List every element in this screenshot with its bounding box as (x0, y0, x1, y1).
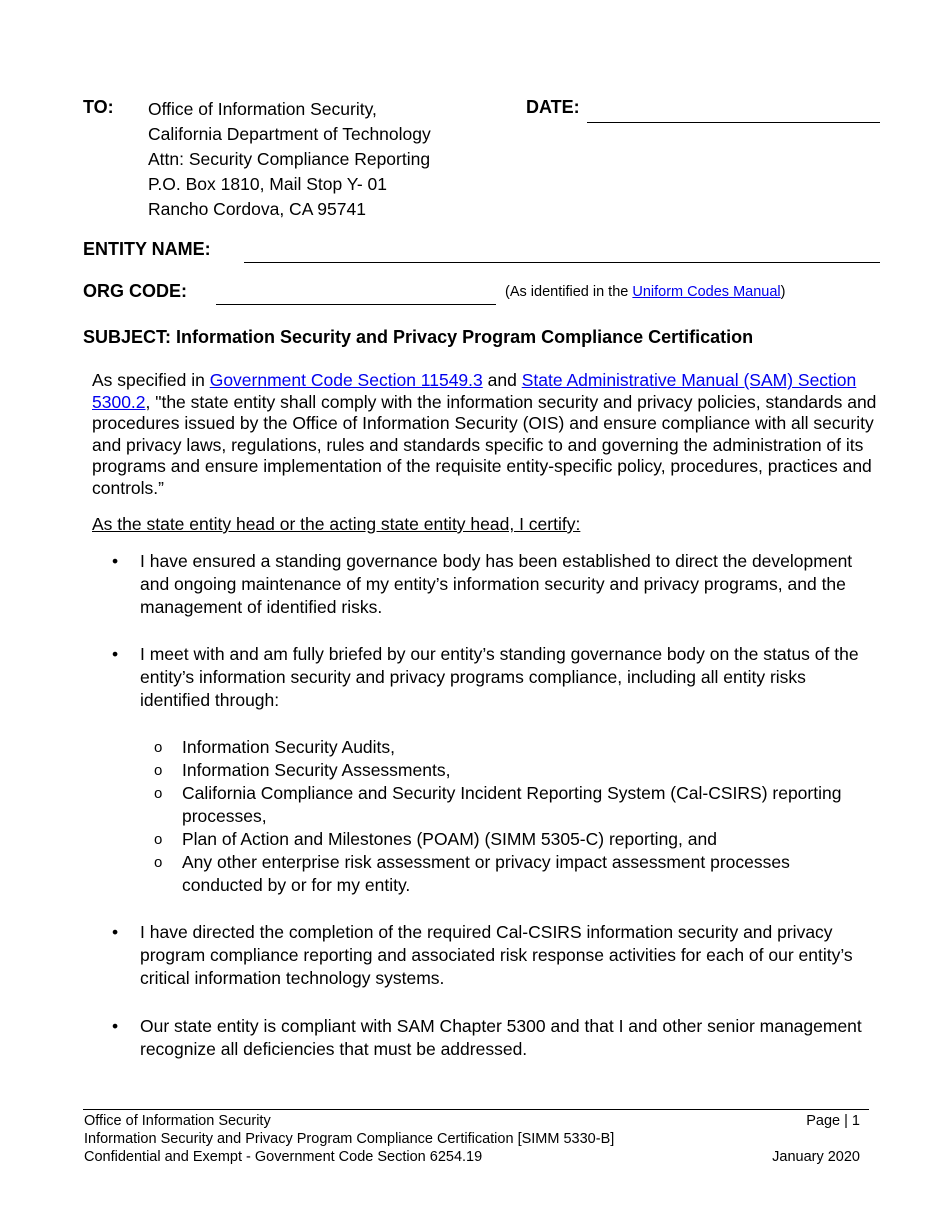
to-address-line: California Department of Technology (148, 124, 431, 144)
circle-bullet-icon: o (154, 785, 163, 802)
subject-line: SUBJECT: Information Security and Privacy Program Compliance Certification (83, 327, 754, 347)
bullet-text: I meet with and am fully briefed by our entity’s standing governance body on the status of the entity’s information security and privacy programs compliance, including all entity risks identified through: (140, 644, 859, 710)
date-field[interactable] (587, 122, 880, 123)
bullet-icon: • (112, 1016, 119, 1036)
page-footer (84, 1112, 860, 1166)
circle-bullet-icon: o (154, 739, 163, 756)
org-code-note (505, 284, 786, 300)
circle-bullet-icon: o (154, 762, 163, 779)
entity-name-label: ENTITY NAME: (83, 239, 211, 259)
uniform-codes-manual-link[interactable]: Uniform Codes Manual (632, 284, 781, 300)
intro-prefix: As specified in (92, 370, 210, 390)
circle-bullet-icon: o (154, 854, 163, 871)
bullet-text: Our state entity is compliant with SAM Chapter 5300 and that I and other senior management recognize all deficiencies that must be addressed. (140, 1016, 862, 1059)
bullet-icon: • (112, 551, 119, 571)
org-code-field[interactable] (216, 304, 496, 305)
sub-item-text: Information Security Assessments, (182, 760, 451, 780)
government-code-link[interactable]: Government Code Section 11549.3 (209, 370, 483, 390)
to-label: TO: (83, 97, 114, 117)
footer-document-title: Information Security and Privacy Program Compliance Certification [SIMM 5330-B] (84, 1131, 615, 1147)
circle-bullet-icon: o (154, 831, 163, 848)
sub-item-text: Plan of Action and Milestones (POAM) (SIMM 5305-C) reporting, and (182, 829, 717, 849)
to-address (148, 97, 431, 222)
bullet-text: I have directed the completion of the required Cal-CSIRS information security and privacy program compliance reporting and associated risk response activities for each of our entity’s critical information technology systems. (140, 922, 853, 988)
intro-paragraph (92, 370, 882, 499)
footer-row (84, 1130, 860, 1148)
footer-page-number: Page | 1 (806, 1113, 860, 1129)
intro-middle: and (482, 370, 522, 390)
footer-date: January 2020 (772, 1149, 860, 1165)
sub-item-text: Information Security Audits, (182, 737, 396, 757)
bullet-text: I have ensured a standing governance body has been established to direct the development and ongoing maintenance of my entity’s information security and privacy programs, and the management of identified risks. (140, 551, 853, 617)
org-code-note-prefix: (As identified in the (505, 284, 633, 300)
footer-row (84, 1148, 860, 1166)
to-address-line: Rancho Cordova, CA 95741 (148, 199, 366, 219)
footer-divider (83, 1109, 869, 1110)
footer-office: Office of Information Security (84, 1113, 271, 1129)
entity-name-field[interactable] (244, 262, 880, 263)
sub-item-text: California Compliance and Security Incident Reporting System (Cal-CSIRS) reporting processes, (182, 783, 842, 826)
date-label: DATE: (526, 97, 580, 117)
to-address-line: Attn: Security Compliance Reporting (148, 149, 431, 169)
intro-body: , "the state entity shall comply with the information security and privacy policies, standards and procedures issued by the Office of Information Security (OIS) and ensure compliance with all security and privacy laws, regulations, rules and standards specific to and governing the administration of its programs and ensure implementation of the requisite entity-specific policy, procedures, practices and controls.” (92, 391, 877, 498)
footer-row (84, 1112, 860, 1130)
sam-section-link[interactable]: State Administrative Manual (SAM) Section 5300.2 (92, 370, 857, 412)
certify-heading: As the state entity head or the acting state entity head, I certify: (92, 514, 581, 534)
to-address-line: P.O. Box 1810, Mail Stop Y- 01 (148, 174, 388, 194)
footer-confidential: Confidential and Exempt - Government Code Section 6254.19 (84, 1149, 483, 1165)
org-code-note-suffix: ) (780, 284, 786, 300)
sub-item-text: Any other enterprise risk assessment or privacy impact assessment processes conducted by or for my entity. (182, 852, 790, 895)
bullet-icon: • (112, 644, 119, 664)
to-address-line: Office of Information Security, (148, 99, 377, 119)
org-code-label: ORG CODE: (83, 281, 188, 301)
bullet-icon: • (112, 922, 119, 942)
